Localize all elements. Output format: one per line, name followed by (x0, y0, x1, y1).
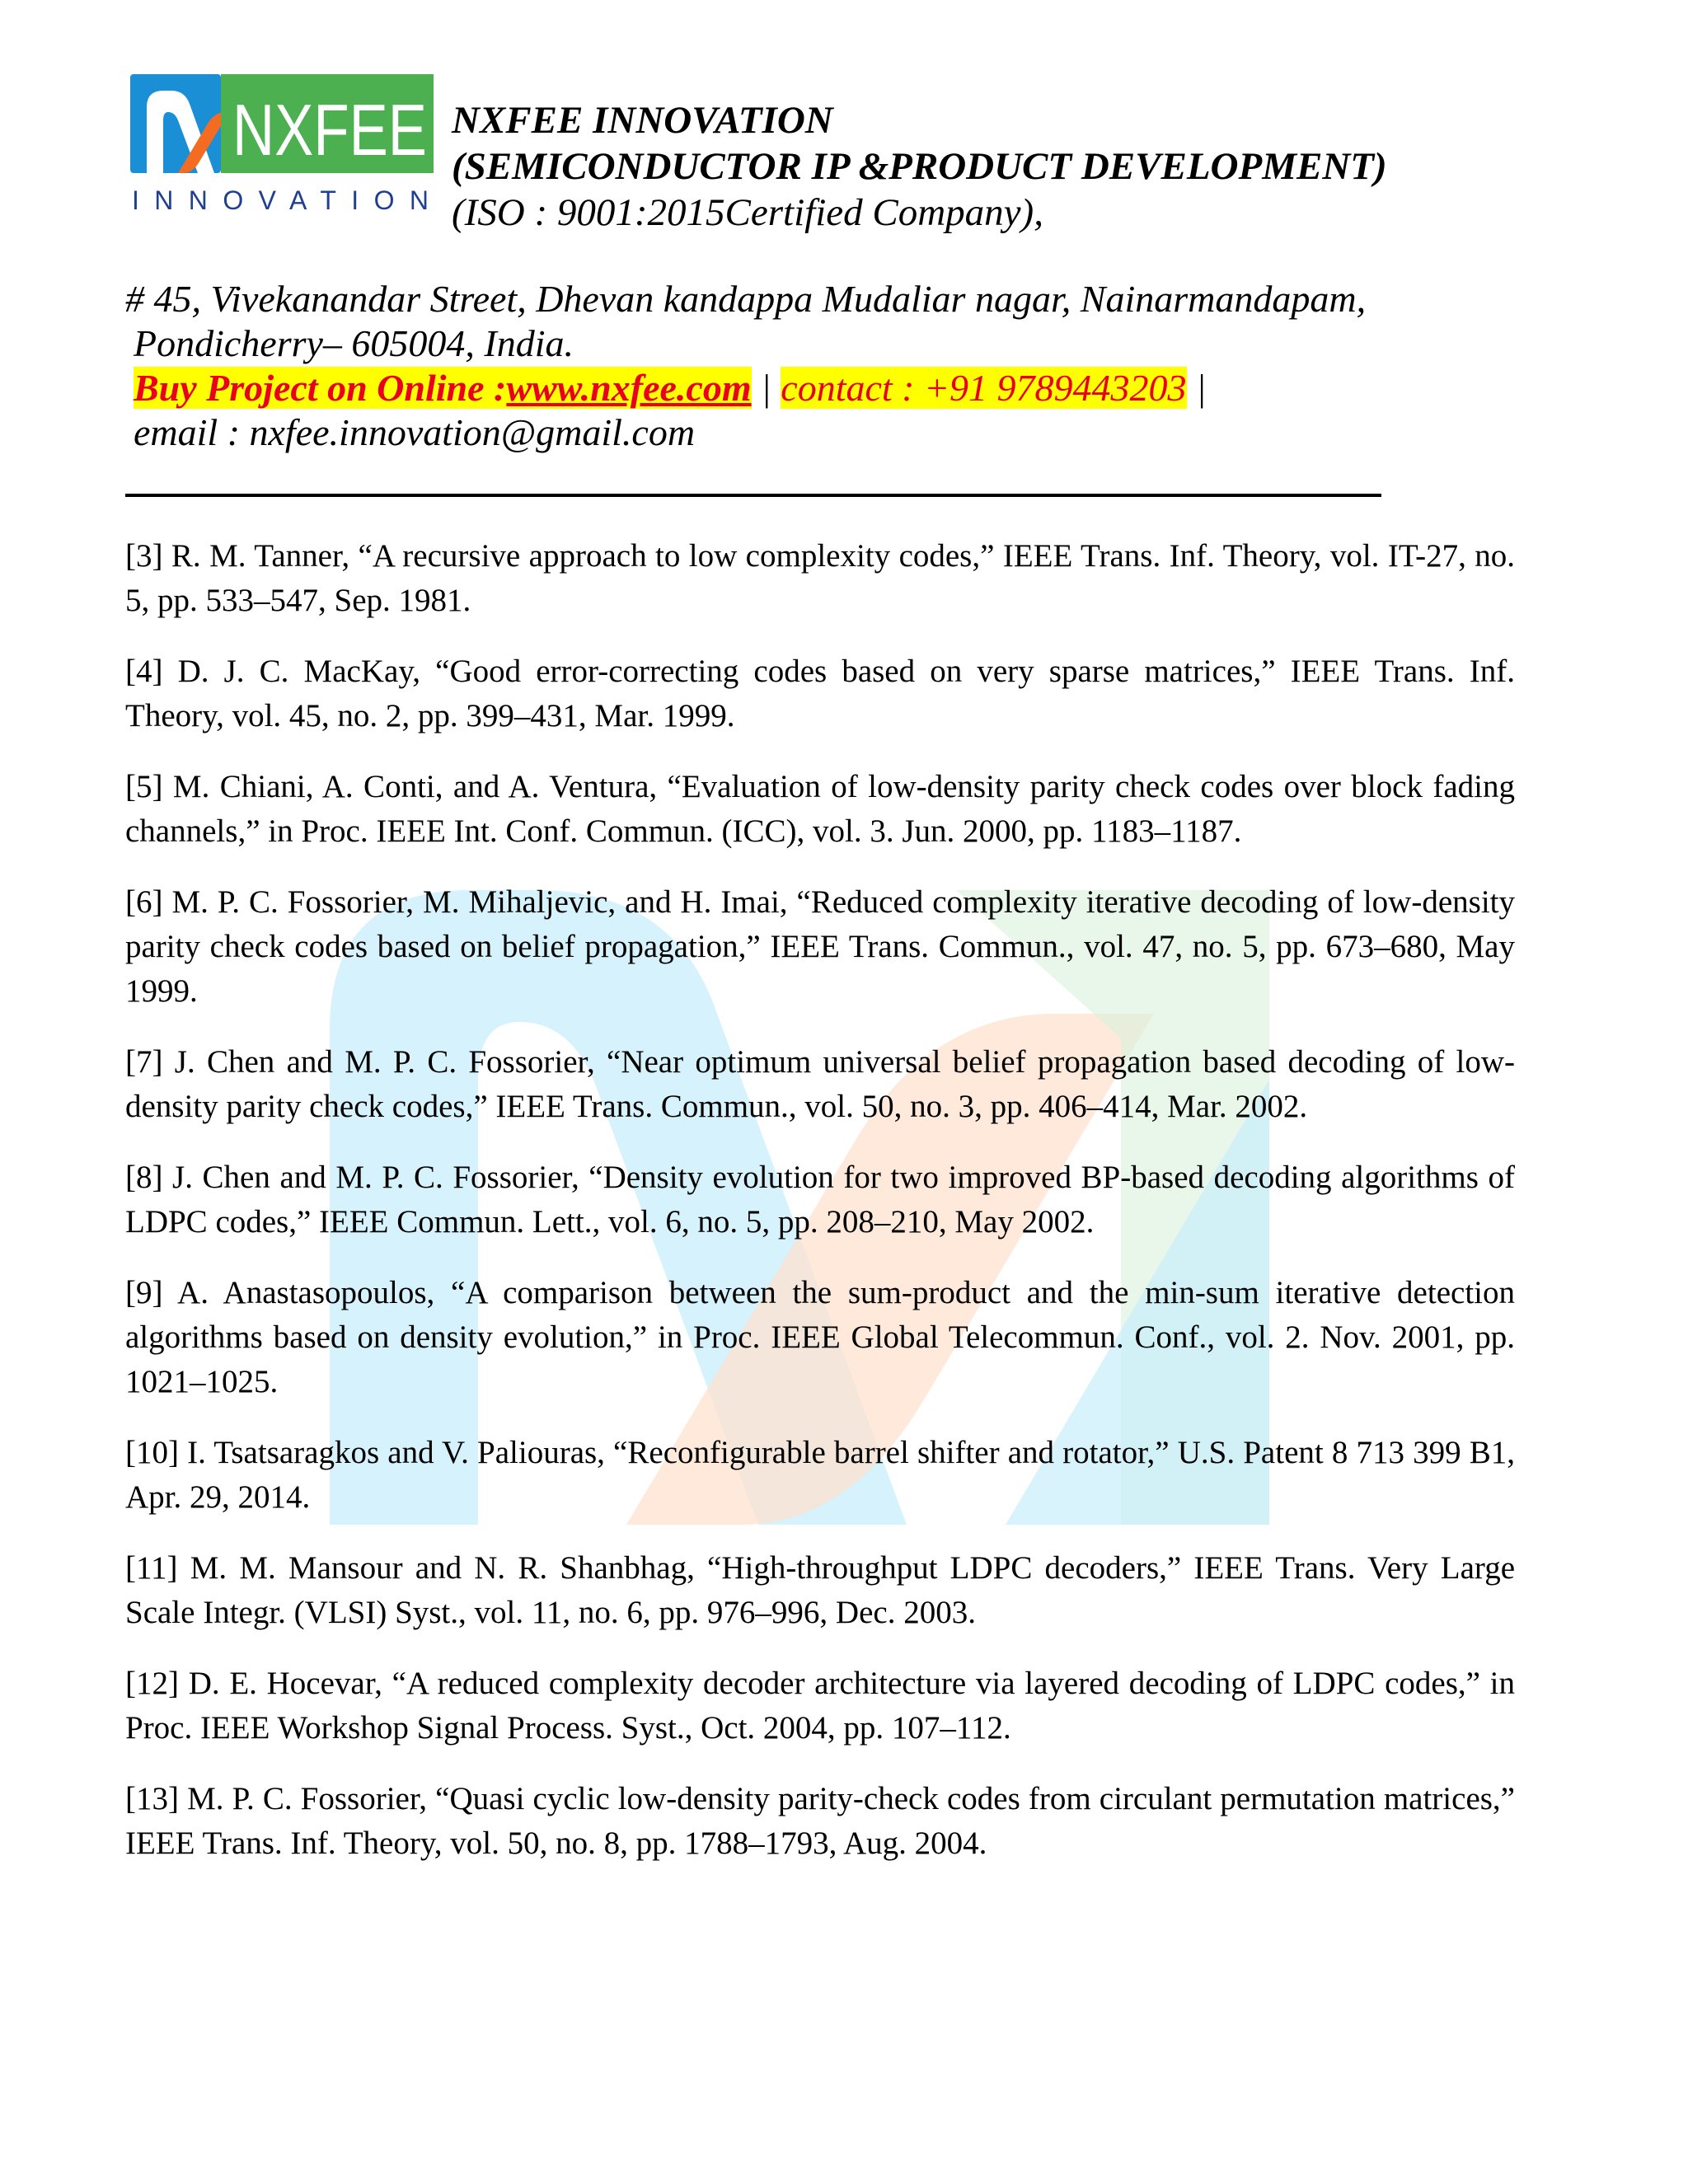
reference-item: [6] M. P. C. Fossorier, M. Mihaljevic, and H. Imai, “Reduced complexity iterative decoding of low-density parity check codes based on belief propagation,” IEEE Trans. Commun., vol. 47, no. 5, pp. 673–680, May 1999. (125, 884, 1515, 1009)
contact-phone: contact : +91 9789443203 (781, 367, 1187, 409)
reference-item: [7] J. Chen and M. P. C. Fossorier, “Near optimum universal belief propagation based decoding of low-density parity check codes,” IEEE Trans. Commun., vol. 50, no. 3, pp. 406–414, Mar. 2002. (125, 1044, 1515, 1124)
reference-item: [13] M. P. C. Fossorier, “Quasi cyclic low-density parity-check codes from circulant permutation matrices,” IEEE Trans. Inf. Theory, vol. 50, no. 8, pp. 1788–1793, Aug. 2004. (125, 1781, 1515, 1861)
website-link[interactable]: www.nxfee.com (506, 367, 752, 409)
nxfee-logo (129, 69, 435, 218)
references-list (125, 534, 1515, 1892)
buy-label: Buy Project on Online : (134, 367, 507, 409)
reference-item: [9] A. Anastasopoulos, “A comparison between the sum-product and the min-sum iterative detection algorithms based on density evolution,” in Proc. IEEE Global Telecommun. Conf., vol. 2. Nov. 2001, pp. 1021–1025. (125, 1275, 1515, 1399)
reference-item: [11] M. M. Mansour and N. R. Shanbhag, “High-throughput LDPC decoders,” IEEE Trans. Very Large Scale Integr. (VLSI) Syst., vol. 11, no. 6, pp. 976–996, Dec. 2003. (125, 1550, 1515, 1630)
reference-item: [3] R. M. Tanner, “A recursive approach to low complexity codes,” IEEE Trans. Inf. Theory, vol. IT-27, no. 5, pp. 533–547, Sep. 1981. (125, 538, 1515, 618)
separator: | (751, 367, 781, 409)
company-tagline: (SEMICONDUCTOR IP &PRODUCT DEVELOPMENT) (452, 145, 1387, 188)
header-divider (125, 494, 1381, 497)
logo-subtext: INNOVATION (132, 185, 429, 215)
address-line-2: Pondicherry– 605004, India. (134, 322, 574, 364)
email-text: email : nxfee.innovation@gmail.com (134, 411, 696, 453)
reference-item: [12] D. E. Hocevar, “A reduced complexity decoder architecture via layered decoding of LDPC codes,” in Proc. IEEE Workshop Signal Process. Syst., Oct. 2004, pp. 107–112. (125, 1666, 1515, 1746)
reference-item: [10] I. Tsatsaragkos and V. Paliouras, “Reconfigurable barrel shifter and rotator,” U.S. Patent 8 713 399 B1, Apr. 29, 2014. (125, 1435, 1515, 1515)
company-name: NXFEE INNOVATION (452, 99, 833, 142)
company-header (452, 97, 1387, 236)
contact-line (125, 366, 1366, 410)
reference-item: [5] M. Chiani, A. Conti, and A. Ventura, “Evaluation of low-density parity check codes over block fading channels,” in Proc. IEEE Int. Conf. Commun. (ICC), vol. 3. Jun. 2000, pp. 1183–1187. (125, 769, 1515, 849)
address-block (125, 277, 1366, 455)
address-line-1: # 45, Vivekanandar Street, Dhevan kandappa Mudaliar nagar, Nainarmandapam, (125, 278, 1367, 320)
logo-wordmark: NXFEE (232, 89, 427, 171)
separator: | (1186, 367, 1207, 409)
certification-text: (ISO : 9001:2015Certified Company), (452, 191, 1043, 234)
reference-item: [8] J. Chen and M. P. C. Fossorier, “Density evolution for two improved BP-based decoding algorithms of LDPC codes,” IEEE Commun. Lett., vol. 6, no. 5, pp. 208–210, May 2002. (125, 1160, 1515, 1240)
reference-item: [4] D. J. C. MacKay, “Good error-correcting codes based on very sparse matrices,” IEEE Trans. Inf. Theory, vol. 45, no. 2, pp. 399–431, Mar. 1999. (125, 654, 1515, 733)
buy-project-text (134, 367, 752, 409)
